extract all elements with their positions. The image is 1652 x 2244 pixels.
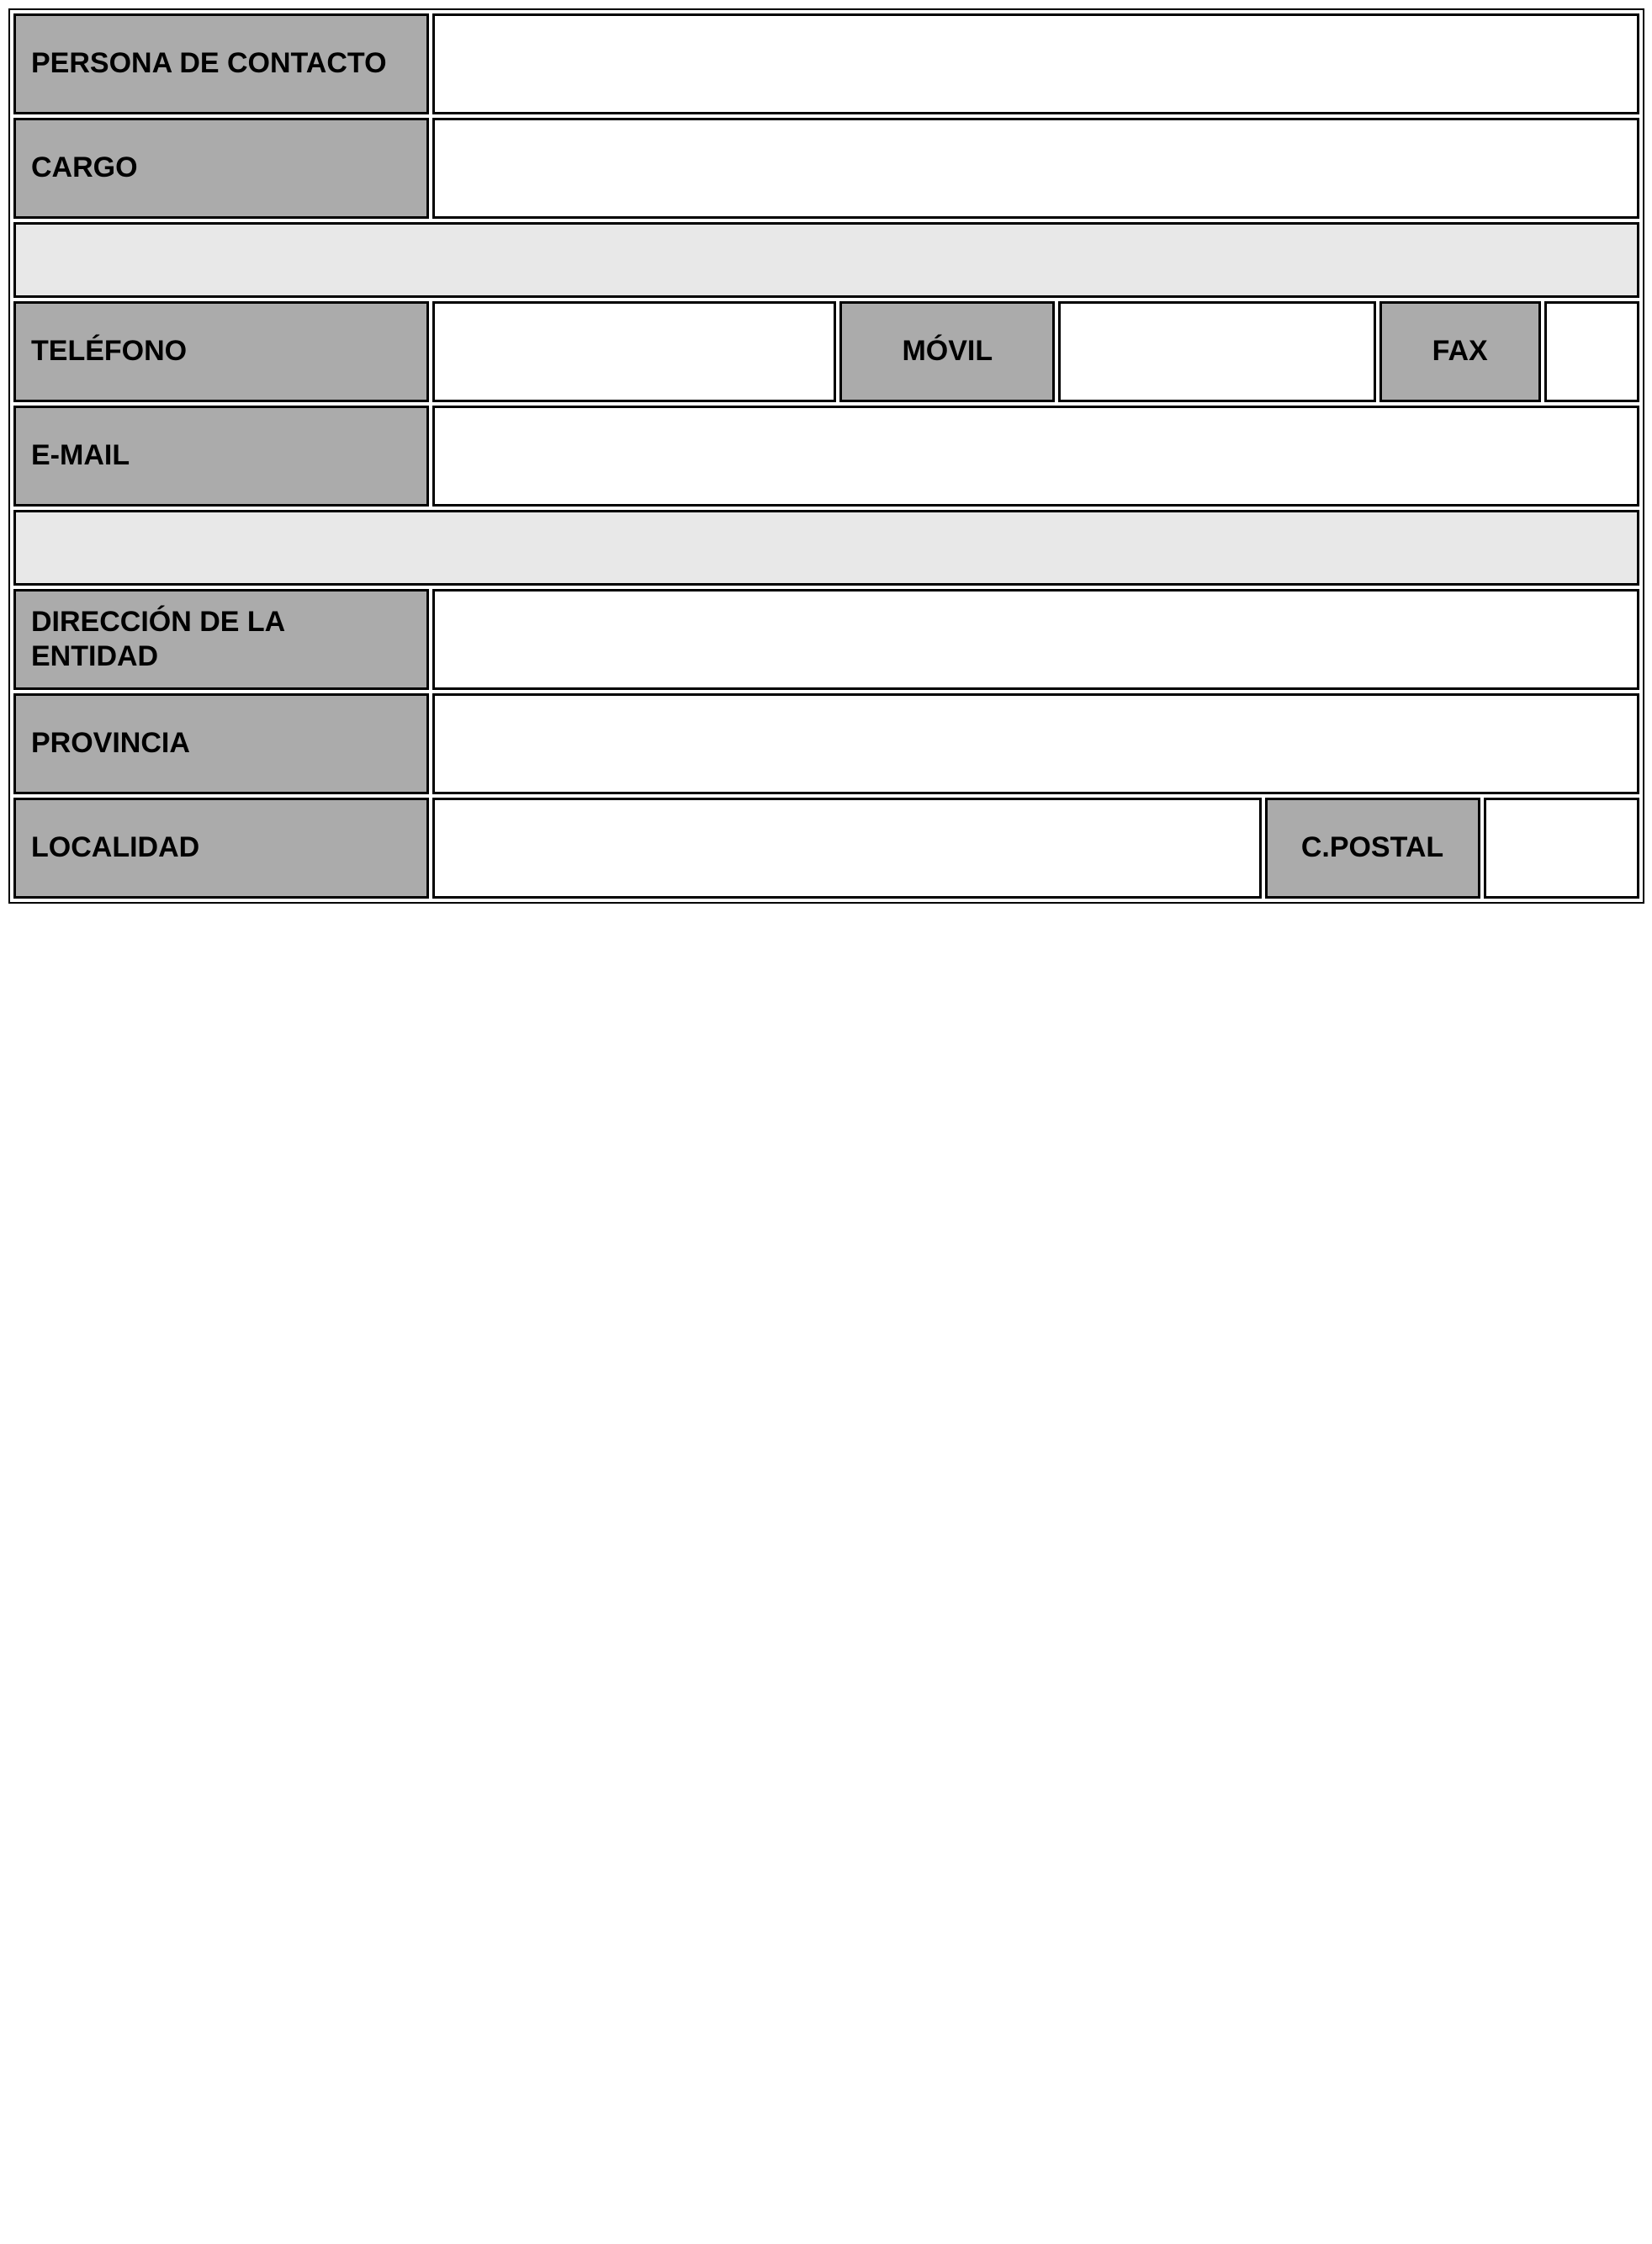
row-separator-1 xyxy=(13,222,1639,298)
provincia-label-text: PROVINCIA xyxy=(31,727,190,760)
separator-band-2 xyxy=(13,510,1639,586)
telefono-label xyxy=(13,301,429,402)
email-label-text: E-MAIL xyxy=(31,439,130,472)
telefono-field[interactable] xyxy=(432,301,836,402)
telefono-label-text: TELÉFONO xyxy=(31,335,188,368)
persona-contacto-label-text: PERSONA DE CONTACTO xyxy=(31,47,387,80)
row-email xyxy=(13,406,1639,507)
cpostal-label xyxy=(1265,798,1480,899)
row-cargo xyxy=(13,118,1639,219)
localidad-label-text: LOCALIDAD xyxy=(31,831,200,864)
email-field[interactable] xyxy=(432,406,1639,507)
fax-label-text: FAX xyxy=(1432,335,1488,368)
provincia-field[interactable] xyxy=(432,693,1639,794)
row-direccion-entidad xyxy=(13,589,1639,690)
persona-contacto-field[interactable] xyxy=(432,13,1639,114)
direccion-entidad-field[interactable] xyxy=(432,589,1639,690)
movil-label xyxy=(839,301,1055,402)
cargo-label xyxy=(13,118,429,219)
row-provincia xyxy=(13,693,1639,794)
fax-field[interactable] xyxy=(1544,301,1639,402)
row-localidad-cpostal xyxy=(13,798,1639,899)
direccion-entidad-label-text: DIRECCIÓN DE LA ENTIDAD xyxy=(31,605,284,672)
cargo-label-text: CARGO xyxy=(31,151,138,184)
provincia-label xyxy=(13,693,429,794)
row-persona-contacto xyxy=(13,13,1639,114)
movil-field[interactable] xyxy=(1058,301,1375,402)
contact-details-form-table xyxy=(8,8,1644,904)
persona-contacto-label xyxy=(13,13,429,114)
row-telefono-movil-fax xyxy=(13,301,1639,402)
localidad-label xyxy=(13,798,429,899)
fax-label xyxy=(1379,301,1541,402)
row-separator-2 xyxy=(13,510,1639,586)
direccion-entidad-label xyxy=(13,589,429,690)
email-label xyxy=(13,406,429,507)
cargo-field[interactable] xyxy=(432,118,1639,219)
movil-label-text: MÓVIL xyxy=(902,335,993,368)
cpostal-field[interactable] xyxy=(1484,798,1640,899)
localidad-field[interactable] xyxy=(432,798,1262,899)
cpostal-label-text: C.POSTAL xyxy=(1300,831,1444,864)
separator-band-1 xyxy=(13,222,1639,298)
